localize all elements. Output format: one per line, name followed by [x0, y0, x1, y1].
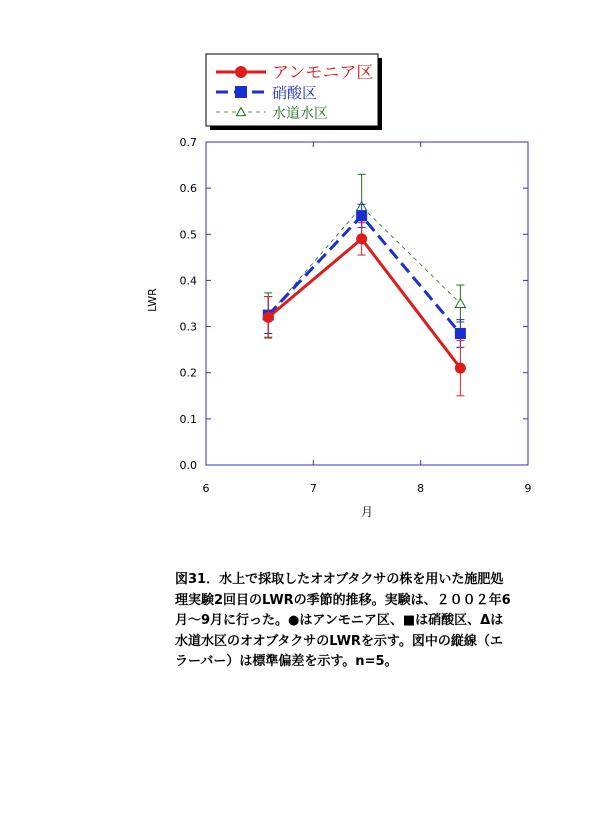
- marker-circle: [356, 233, 367, 244]
- y-tick-label: 0.7: [179, 136, 197, 149]
- y-tick-label: 0.6: [179, 182, 197, 196]
- caption-line: ラーバー）は標準偏差を示す。n=5。: [175, 654, 398, 669]
- caption-line: 理実験2回目のLWRの季節的推移。実験は、２００２年6: [175, 592, 511, 608]
- series-circle: [263, 223, 466, 396]
- plot-area: [206, 142, 528, 465]
- marker-circle: [235, 66, 247, 78]
- caption-line: 水道水区のオオブタクサのLWRを示す。図中の縦線（エ: [175, 633, 503, 649]
- y-tick-label: 0.5: [179, 228, 197, 242]
- x-tick-label: 7: [309, 482, 317, 495]
- axes: [180, 136, 532, 495]
- x-tick-label: 8: [417, 482, 425, 495]
- caption-line: 図31．水上で採取したオオブタクサの株を用いた施肥処: [175, 572, 504, 587]
- legend-label: 硝酸区: [272, 84, 318, 102]
- x-tick-label: 6: [202, 482, 210, 495]
- y-tick-label: 0.1: [179, 412, 197, 426]
- y-tick-label: 0.2: [179, 366, 197, 380]
- marker-square: [235, 86, 247, 98]
- series-triangle: [263, 174, 465, 337]
- series-square: [263, 204, 466, 347]
- marker-square: [356, 210, 367, 221]
- figure-caption: [175, 570, 585, 673]
- legend-label: 水道水区: [272, 106, 328, 122]
- marker-square: [455, 328, 466, 339]
- marker-circle: [455, 363, 466, 374]
- x-axis-label: 月: [360, 505, 374, 519]
- y-tick-label: 0.0: [179, 459, 197, 472]
- series-line: [268, 239, 460, 368]
- y-axis-label: LWR: [146, 288, 159, 312]
- x-tick-label: 9: [524, 482, 532, 495]
- caption-line: 月～9月に行った。●はアンモニア区、■は硝酸区、Δは: [175, 613, 504, 628]
- marker-triangle: [455, 299, 465, 308]
- y-tick-label: 0.3: [179, 320, 197, 334]
- marker-circle: [263, 312, 274, 323]
- y-tick-label: 0.4: [179, 274, 197, 288]
- legend-label: アンモニア区: [272, 63, 374, 83]
- series-layer: [263, 174, 466, 395]
- chart-legend: [206, 54, 382, 130]
